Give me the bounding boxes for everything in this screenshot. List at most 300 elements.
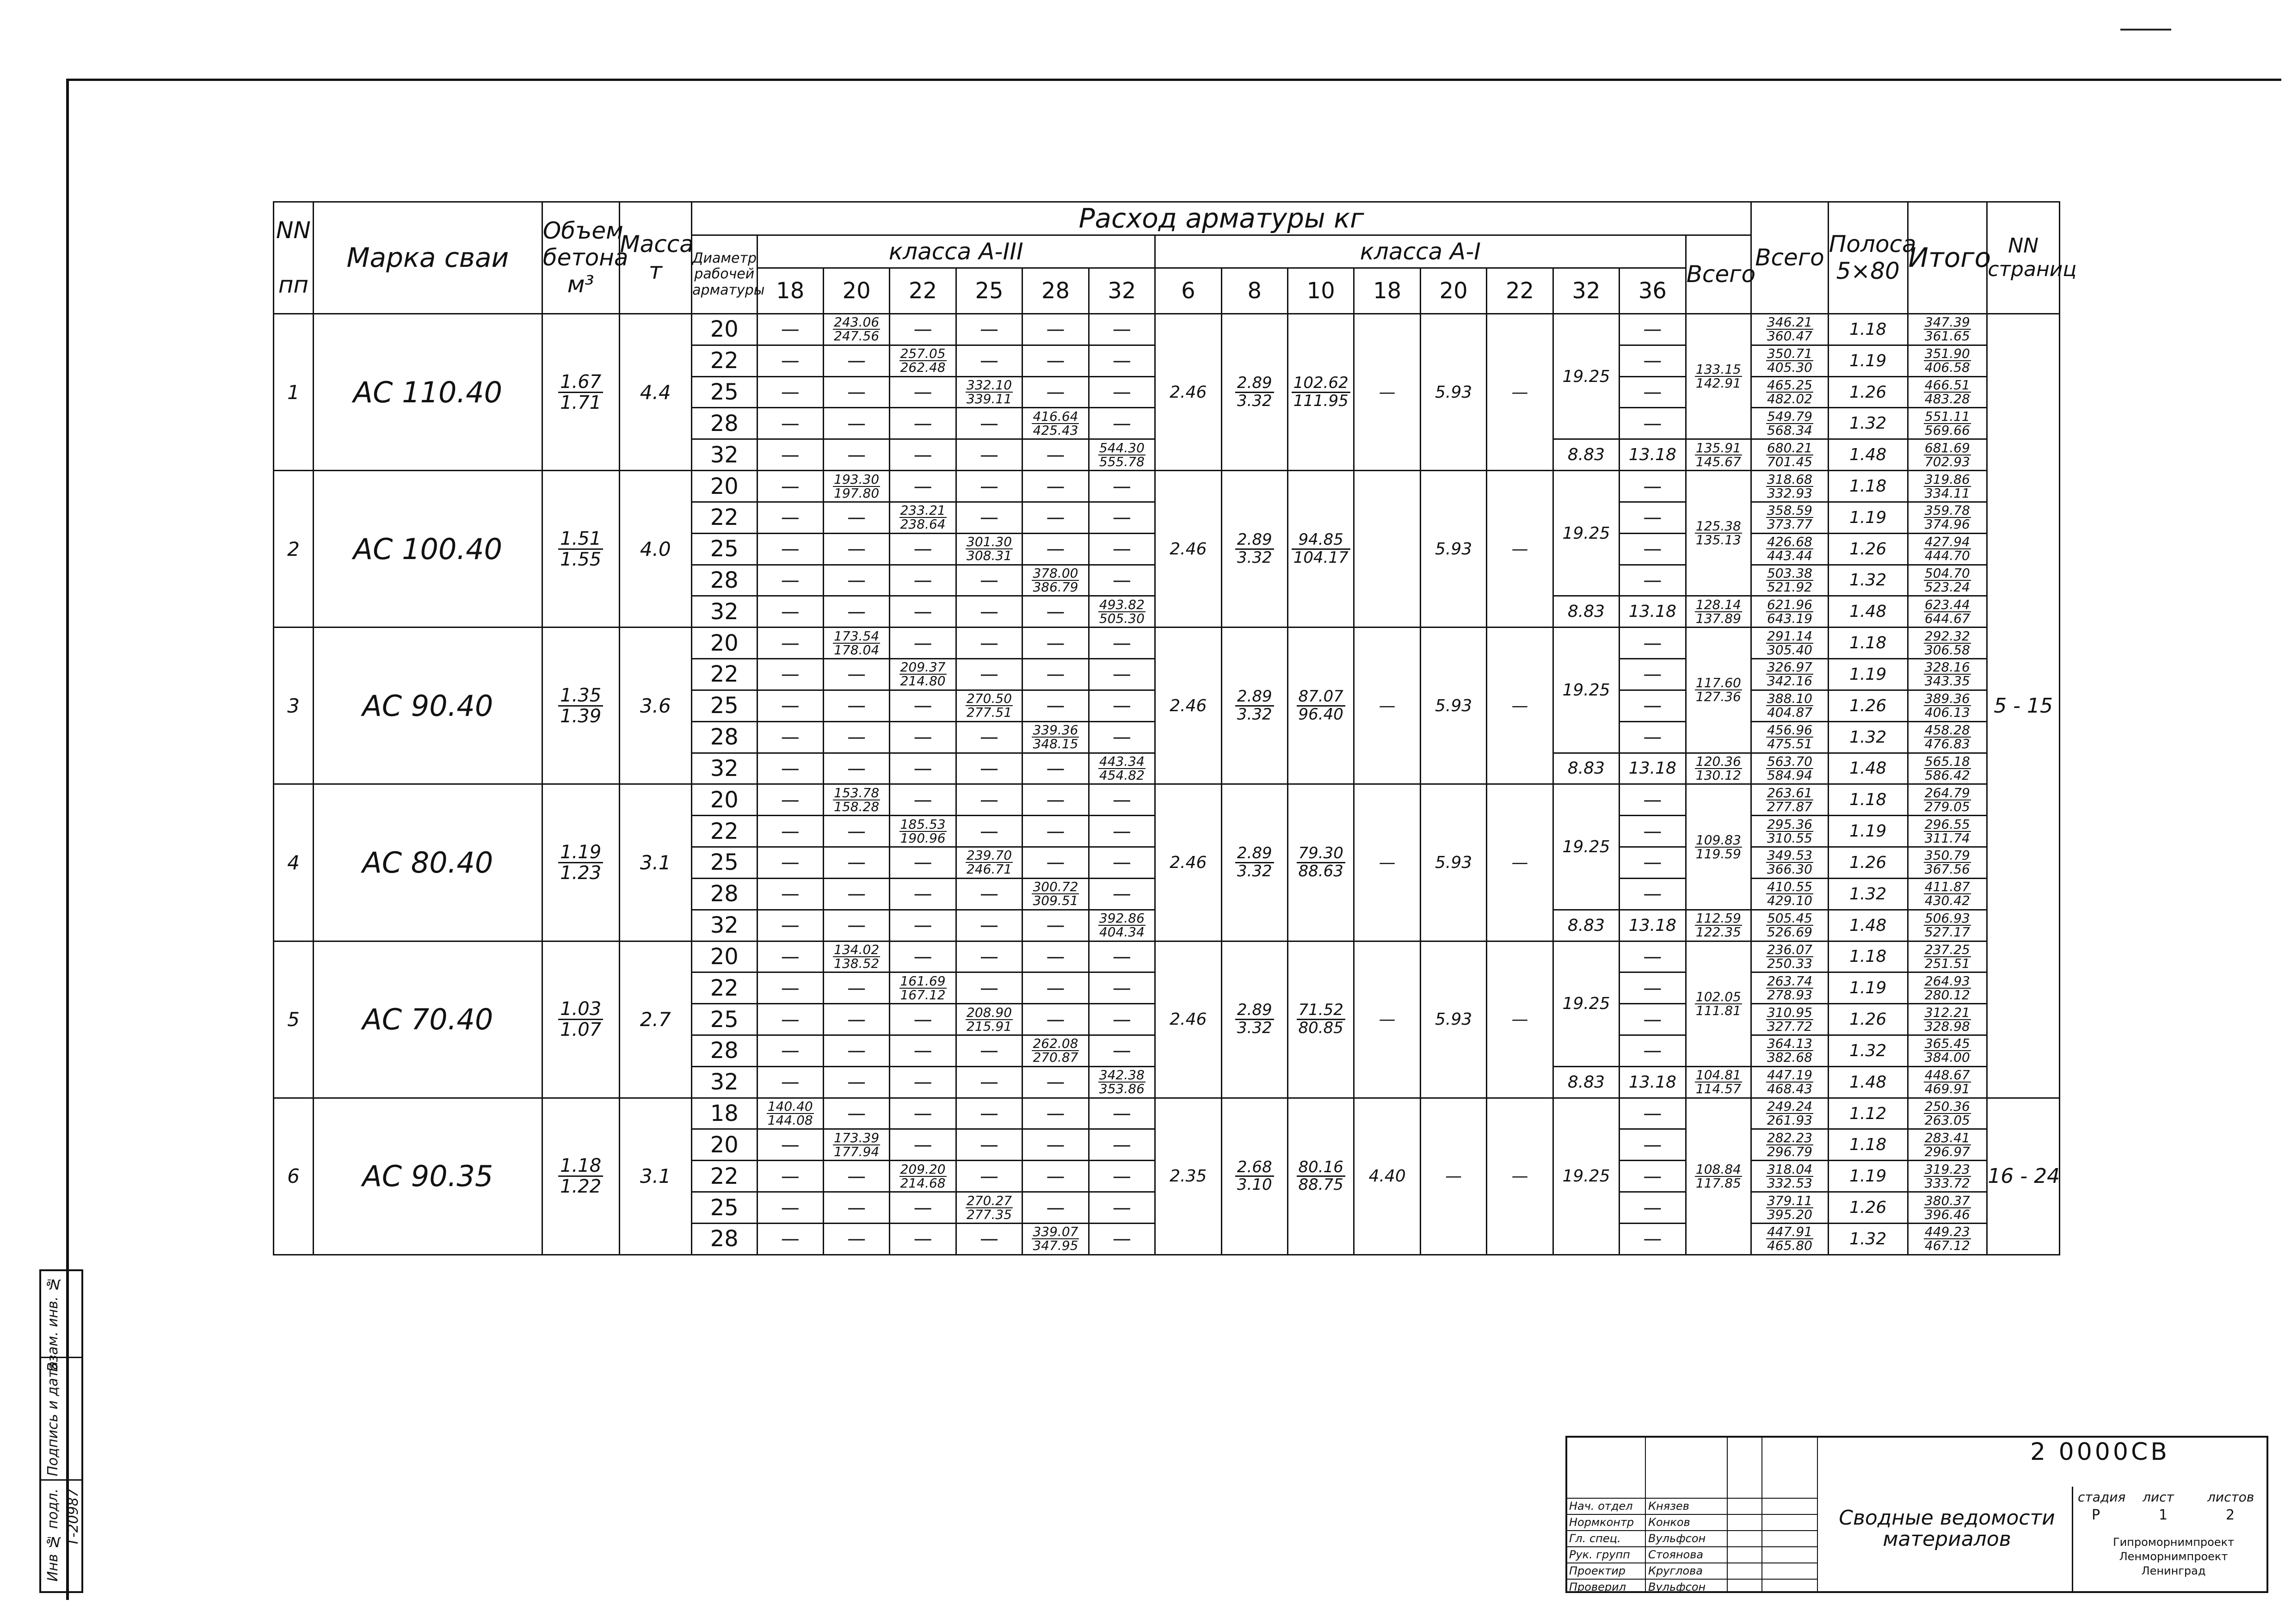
pages-range: 16 - 24 <box>1987 1098 2060 1255</box>
fraction <box>558 843 603 883</box>
header-volume-line: Объем <box>542 217 623 245</box>
fraction <box>1924 787 1971 813</box>
a1-d36 <box>1620 941 1686 972</box>
dash: — <box>1112 319 1131 340</box>
a1-d6: 2.46 <box>1155 627 1221 784</box>
a3-cell-20 <box>823 376 889 408</box>
a3-cell-32 <box>1089 847 1155 879</box>
fraction-top: 350.79 <box>1924 848 1970 863</box>
fraction-top: 310.95 <box>1767 1004 1812 1020</box>
a3-cell-18 <box>757 878 823 910</box>
a3-cell-32 <box>1089 816 1155 847</box>
fraction <box>966 849 1013 876</box>
fraction-bottom: 1.39 <box>560 705 602 727</box>
strip-5x80: 1.19 <box>1828 972 1908 1004</box>
a1-d36 <box>1620 1129 1686 1161</box>
dash: — <box>1112 1228 1131 1250</box>
working-diameter: 22 <box>692 502 757 533</box>
fraction-top: 342.38 <box>1099 1067 1145 1083</box>
fraction-bottom: 96.40 <box>1298 705 1343 724</box>
fraction-top: 79.30 <box>1297 845 1345 863</box>
a3-cell-20 <box>823 533 889 565</box>
fraction-top: 389.36 <box>1924 691 1970 707</box>
a3-cell-28 <box>1022 314 1089 345</box>
fraction-top: 503.38 <box>1767 565 1812 581</box>
fraction-top: 209.37 <box>900 659 946 675</box>
fraction-top: 339.07 <box>1033 1224 1078 1240</box>
fraction-top: 153.78 <box>834 785 880 800</box>
fraction <box>1032 1037 1079 1064</box>
fraction-top: 448.67 <box>1924 1067 1970 1083</box>
fraction-top: 380.37 <box>1924 1193 1970 1208</box>
fraction <box>1098 912 1146 939</box>
dash: — <box>913 695 932 717</box>
fraction-bottom: 373.77 <box>1767 517 1812 532</box>
a1-d36 <box>1620 314 1686 345</box>
fraction <box>558 1156 603 1196</box>
a3-cell-28 <box>1022 1192 1089 1224</box>
fraction-top: 447.91 <box>1767 1224 1812 1240</box>
dash: — <box>913 569 932 591</box>
a3-cell-25 <box>956 471 1022 502</box>
fraction-bottom: 429.10 <box>1767 893 1812 909</box>
dash: — <box>1046 381 1065 403</box>
a3-cell-18 <box>757 1004 823 1035</box>
a3-cell-28 <box>1022 690 1089 721</box>
a3-cell-20 <box>823 910 889 941</box>
dash: — <box>1643 412 1662 434</box>
fraction <box>1695 1163 1742 1190</box>
fraction <box>966 535 1013 562</box>
fraction-bottom: 127.36 <box>1695 689 1741 705</box>
sheet-value: 1 <box>2159 1507 2168 1523</box>
fraction <box>899 818 947 845</box>
a1-d8 <box>1221 471 1287 627</box>
a3-cell-32 <box>1089 439 1155 471</box>
signature-name: Конков <box>1648 1516 1690 1529</box>
a3-cell-22 <box>890 627 956 659</box>
fraction <box>1766 442 1813 468</box>
header-class1-d8: 8 <box>1221 268 1287 314</box>
total <box>1751 659 1829 690</box>
fraction-bottom: 296.97 <box>1924 1144 1970 1159</box>
header-class1: класса А-I <box>1155 235 1686 268</box>
dash: — <box>1643 381 1662 403</box>
dash: — <box>1112 475 1131 497</box>
working-diameter: 25 <box>692 376 757 408</box>
dash: — <box>781 977 800 999</box>
fraction <box>833 473 880 500</box>
a3-cell-20 <box>823 314 889 345</box>
dash: — <box>1643 1165 1662 1187</box>
dash: — <box>1643 946 1662 967</box>
fraction-bottom: 270.87 <box>1033 1050 1078 1065</box>
dash: — <box>781 475 800 497</box>
total <box>1751 816 1829 847</box>
dash: — <box>913 1197 932 1218</box>
header-class3: класса А-III <box>757 235 1155 268</box>
dash: — <box>980 1134 999 1156</box>
dash: — <box>1046 1165 1065 1187</box>
a1-d8 <box>1221 1098 1287 1255</box>
fraction-bottom: 333.72 <box>1924 1175 1970 1191</box>
fraction-top: 378.00 <box>1033 565 1078 581</box>
fraction <box>833 1132 880 1158</box>
fraction-bottom: 644.67 <box>1924 610 1970 626</box>
fraction-bottom: 261.93 <box>1767 1113 1812 1128</box>
fraction-top: 443.34 <box>1099 753 1145 769</box>
a3-cell-28 <box>1022 816 1089 847</box>
fraction-top: 296.55 <box>1924 816 1970 832</box>
a1-d22: — <box>1487 314 1553 470</box>
fraction <box>1766 535 1813 562</box>
header-pp: пп <box>278 271 309 299</box>
fraction <box>1924 379 1971 406</box>
a3-cell-22 <box>890 1098 956 1129</box>
a1-total <box>1686 1098 1751 1255</box>
grand-total <box>1908 314 1987 345</box>
dash: — <box>1112 946 1131 967</box>
fraction-bottom: 332.93 <box>1767 485 1812 501</box>
a3-cell-20 <box>823 878 889 910</box>
strip-5x80: 1.19 <box>1828 659 1908 690</box>
dash: — <box>1046 350 1065 372</box>
fraction-bottom: 701.45 <box>1767 454 1812 469</box>
a1-total-last <box>1686 596 1751 627</box>
a3-cell-22 <box>890 439 956 471</box>
fraction-bottom: 404.87 <box>1767 705 1812 720</box>
fraction-top: 2.89 <box>1235 532 1274 550</box>
fraction-top: 388.10 <box>1767 691 1812 707</box>
header-mass <box>619 202 692 314</box>
a1-d36 <box>1620 408 1686 439</box>
fraction-top: 140.40 <box>767 1099 813 1114</box>
a1-d36: 13.18 <box>1620 596 1686 627</box>
a3-cell-32 <box>1089 690 1155 721</box>
pile-mark: АС 90.35 <box>313 1098 542 1255</box>
fraction <box>1766 755 1813 782</box>
working-diameter: 32 <box>692 596 757 627</box>
working-diameter: 28 <box>692 878 757 910</box>
a3-cell-22 <box>890 1004 956 1035</box>
a3-cell-20 <box>823 439 889 471</box>
fraction-top: 173.54 <box>834 628 880 644</box>
fraction-bottom: 361.65 <box>1924 328 1970 344</box>
a3-cell-28 <box>1022 376 1089 408</box>
dash: — <box>1643 1103 1662 1125</box>
dash: — <box>980 1103 999 1125</box>
dash: — <box>980 475 999 497</box>
fraction-bottom: 406.13 <box>1924 705 1970 720</box>
header-class3-d25: 25 <box>956 268 1022 314</box>
a3-cell-28 <box>1022 784 1089 816</box>
dash: — <box>847 601 866 622</box>
dash: — <box>1643 1040 1662 1062</box>
dash: — <box>913 444 932 466</box>
a3-cell-25 <box>956 878 1022 910</box>
fraction <box>1766 598 1813 625</box>
strip-5x80: 1.26 <box>1828 1004 1908 1035</box>
table-row <box>274 627 2060 659</box>
fraction <box>1766 1037 1813 1064</box>
dash: — <box>913 1103 932 1125</box>
dash: — <box>1643 789 1662 811</box>
a3-cell-22 <box>890 690 956 721</box>
dash: — <box>1112 852 1131 874</box>
a1-d10 <box>1288 314 1354 470</box>
grand-total <box>1908 565 1987 596</box>
dash: — <box>1112 977 1131 999</box>
fraction-top: 312.21 <box>1924 1004 1970 1020</box>
working-diameter: 28 <box>692 1223 757 1255</box>
a3-cell-28 <box>1022 1098 1089 1129</box>
fraction <box>1924 724 1971 750</box>
fraction <box>1695 520 1742 547</box>
dash: — <box>913 475 932 497</box>
a3-cell-32 <box>1089 502 1155 533</box>
dash: — <box>781 1071 800 1093</box>
a1-d8 <box>1221 627 1287 784</box>
a3-cell-25 <box>956 1192 1022 1224</box>
header-polosa <box>1828 202 1916 314</box>
a1-d22: — <box>1487 941 1553 1098</box>
a3-cell-22 <box>890 1129 956 1161</box>
a3-cell-22 <box>890 972 956 1004</box>
dash: — <box>1046 319 1065 340</box>
strip-5x80: 1.32 <box>1828 1035 1908 1067</box>
dash: — <box>913 632 932 654</box>
a3-cell-18 <box>757 910 823 941</box>
fraction-top: 493.82 <box>1099 597 1145 612</box>
a3-cell-20 <box>823 1192 889 1224</box>
dash: — <box>1643 475 1662 497</box>
fraction-bottom: 145.67 <box>1695 454 1741 469</box>
dash: — <box>781 946 800 967</box>
a3-cell-22 <box>890 910 956 941</box>
fraction-top: 291.14 <box>1767 628 1812 644</box>
a3-cell-25 <box>956 1035 1022 1067</box>
a3-cell-18 <box>757 1129 823 1161</box>
fraction-top: 456.96 <box>1767 722 1812 738</box>
fraction <box>833 787 880 813</box>
fraction-bottom: 88.75 <box>1298 1175 1343 1194</box>
fraction-top: 292.32 <box>1924 628 1970 644</box>
fraction-bottom: 88.63 <box>1298 861 1343 880</box>
fraction-top: 282.23 <box>1767 1130 1812 1145</box>
fraction <box>1766 849 1813 876</box>
fraction-bottom: 3.32 <box>1237 391 1272 410</box>
a3-cell-22 <box>890 816 956 847</box>
a1-d18: — <box>1354 784 1420 941</box>
a3-cell-18 <box>757 1223 823 1255</box>
fraction-top: 364.13 <box>1767 1036 1812 1052</box>
total <box>1751 1098 1829 1129</box>
a1-d36: 13.18 <box>1620 753 1686 784</box>
fraction-bottom: 366.30 <box>1767 861 1812 877</box>
a1-d36 <box>1620 816 1686 847</box>
dash: — <box>1643 632 1662 654</box>
signature-row <box>1567 1546 1817 1563</box>
fraction-bottom: 277.87 <box>1767 799 1812 814</box>
a1-d20: — <box>1420 1098 1486 1255</box>
fraction-top: 233.21 <box>900 503 946 518</box>
signature-name: Вульфсон <box>1648 1581 1706 1593</box>
fraction-top: 2.89 <box>1235 1002 1274 1020</box>
a1-d22: — <box>1487 1098 1553 1255</box>
a1-d36 <box>1620 659 1686 690</box>
dash: — <box>1046 757 1065 779</box>
dash: — <box>1643 319 1662 340</box>
dash: — <box>1112 507 1131 529</box>
a3-cell-28 <box>1022 596 1089 627</box>
working-diameter: 20 <box>692 627 757 659</box>
dash: — <box>1046 695 1065 717</box>
a1-d10 <box>1288 941 1354 1098</box>
dash: — <box>1112 1165 1131 1187</box>
a1-d36 <box>1620 502 1686 533</box>
working-diameter: 20 <box>692 784 757 816</box>
dash: — <box>913 883 932 905</box>
dash: — <box>781 412 800 434</box>
strip-5x80: 1.32 <box>1828 878 1908 910</box>
header-class1-d22: 22 <box>1487 268 1553 314</box>
a3-cell-18 <box>757 690 823 721</box>
fraction-top: 565.18 <box>1924 753 1970 769</box>
fraction-top: 117.60 <box>1695 675 1741 691</box>
fraction <box>1924 1132 1971 1158</box>
fraction-bottom: 247.56 <box>834 328 880 344</box>
a3-cell-22 <box>890 596 956 627</box>
a3-cell-18 <box>757 314 823 345</box>
a3-cell-20 <box>823 816 889 847</box>
dash: — <box>1112 381 1131 403</box>
fraction-bottom: 526.69 <box>1767 924 1812 940</box>
fraction-bottom: 144.08 <box>767 1113 813 1128</box>
a1-d36: 13.18 <box>1620 910 1686 941</box>
fraction <box>1297 689 1345 723</box>
fraction-bottom: 1.55 <box>560 548 602 570</box>
total <box>1751 408 1829 439</box>
fraction <box>1766 912 1813 939</box>
pile-mark: АС 110.40 <box>313 314 542 470</box>
dash: — <box>1046 1103 1065 1125</box>
fraction-top: 283.41 <box>1924 1130 1970 1145</box>
dash: — <box>847 852 866 874</box>
fraction <box>1924 975 1971 1002</box>
a1-d36 <box>1620 1098 1686 1129</box>
document-title: Сводные ведомости материалов <box>1839 1506 2055 1551</box>
a3-cell-32 <box>1089 1223 1155 1255</box>
working-diameter: 18 <box>692 1098 757 1129</box>
fraction <box>1924 1100 1971 1127</box>
table-row <box>274 1098 2060 1129</box>
fraction-bottom: 246.71 <box>967 861 1012 877</box>
header-diameter-line: рабочей <box>694 266 755 283</box>
fraction <box>1924 347 1971 374</box>
grand-total <box>1908 345 1987 376</box>
fraction <box>1924 567 1971 594</box>
a3-cell-18 <box>757 659 823 690</box>
strip-5x80: 1.18 <box>1828 471 1908 502</box>
a1-d8 <box>1221 314 1287 470</box>
fraction-bottom: 467.12 <box>1924 1238 1970 1254</box>
a3-cell-22 <box>890 565 956 596</box>
a3-cell-18 <box>757 376 823 408</box>
a3-cell-32 <box>1089 565 1155 596</box>
a3-cell-20 <box>823 1098 889 1129</box>
fraction-top: 264.93 <box>1924 973 1970 989</box>
dash: — <box>1643 350 1662 372</box>
dash: — <box>913 381 932 403</box>
working-diameter: 28 <box>692 1035 757 1067</box>
dash: — <box>781 852 800 874</box>
grand-total <box>1908 878 1987 910</box>
replace-inv-label: Взам. инв. № <box>45 1276 61 1372</box>
a1-d32-last: 8.83 <box>1553 596 1619 627</box>
a3-cell-18 <box>757 533 823 565</box>
fraction <box>899 661 947 688</box>
a3-cell-25 <box>956 721 1022 753</box>
a3-cell-22 <box>890 941 956 972</box>
pile-mark: АС 80.40 <box>313 784 542 941</box>
dash: — <box>847 444 866 466</box>
signature-row <box>1567 1514 1817 1531</box>
fraction-top: 80.16 <box>1297 1159 1345 1177</box>
fraction-bottom: 482.02 <box>1767 391 1812 407</box>
a3-cell-18 <box>757 565 823 596</box>
fraction-bottom: 1.71 <box>560 392 602 413</box>
a1-d36 <box>1620 847 1686 879</box>
fraction <box>1235 1159 1274 1193</box>
fraction-bottom: 586.42 <box>1924 767 1970 783</box>
strip-5x80: 1.48 <box>1828 439 1908 471</box>
fraction-top: 319.23 <box>1924 1161 1970 1177</box>
signature-row <box>1567 1562 1817 1579</box>
a3-cell-28 <box>1022 878 1089 910</box>
working-diameter: 22 <box>692 1161 757 1192</box>
dash: — <box>1046 664 1065 685</box>
dash: — <box>980 664 999 685</box>
sheet-label: лист <box>2143 1489 2174 1505</box>
a3-cell-20 <box>823 627 889 659</box>
a3-cell-28 <box>1022 1223 1089 1255</box>
dash: — <box>980 789 999 811</box>
concrete-volume <box>542 1098 619 1255</box>
a1-d32: 19.25 <box>1553 1098 1619 1255</box>
fraction <box>1766 1163 1813 1190</box>
fraction <box>1924 1163 1971 1190</box>
a3-cell-22 <box>890 1035 956 1067</box>
dash: — <box>1046 977 1065 999</box>
a1-d32-last: 8.83 <box>1553 753 1619 784</box>
header-nn <box>274 202 314 314</box>
working-diameter: 25 <box>692 847 757 879</box>
dash: — <box>847 915 866 936</box>
dash: — <box>913 1228 932 1250</box>
a3-cell-18 <box>757 627 823 659</box>
dash: — <box>847 569 866 591</box>
working-diameter: 22 <box>692 659 757 690</box>
a3-cell-28 <box>1022 721 1089 753</box>
a1-d36 <box>1620 690 1686 721</box>
a1-d36 <box>1620 627 1686 659</box>
header-vsego-a1: Всего <box>1686 235 1751 314</box>
fraction-top: 346.21 <box>1767 314 1812 330</box>
total <box>1751 784 1829 816</box>
dash: — <box>980 1071 999 1093</box>
fraction-bottom: 405.30 <box>1767 360 1812 375</box>
a1-total-last <box>1686 439 1751 471</box>
